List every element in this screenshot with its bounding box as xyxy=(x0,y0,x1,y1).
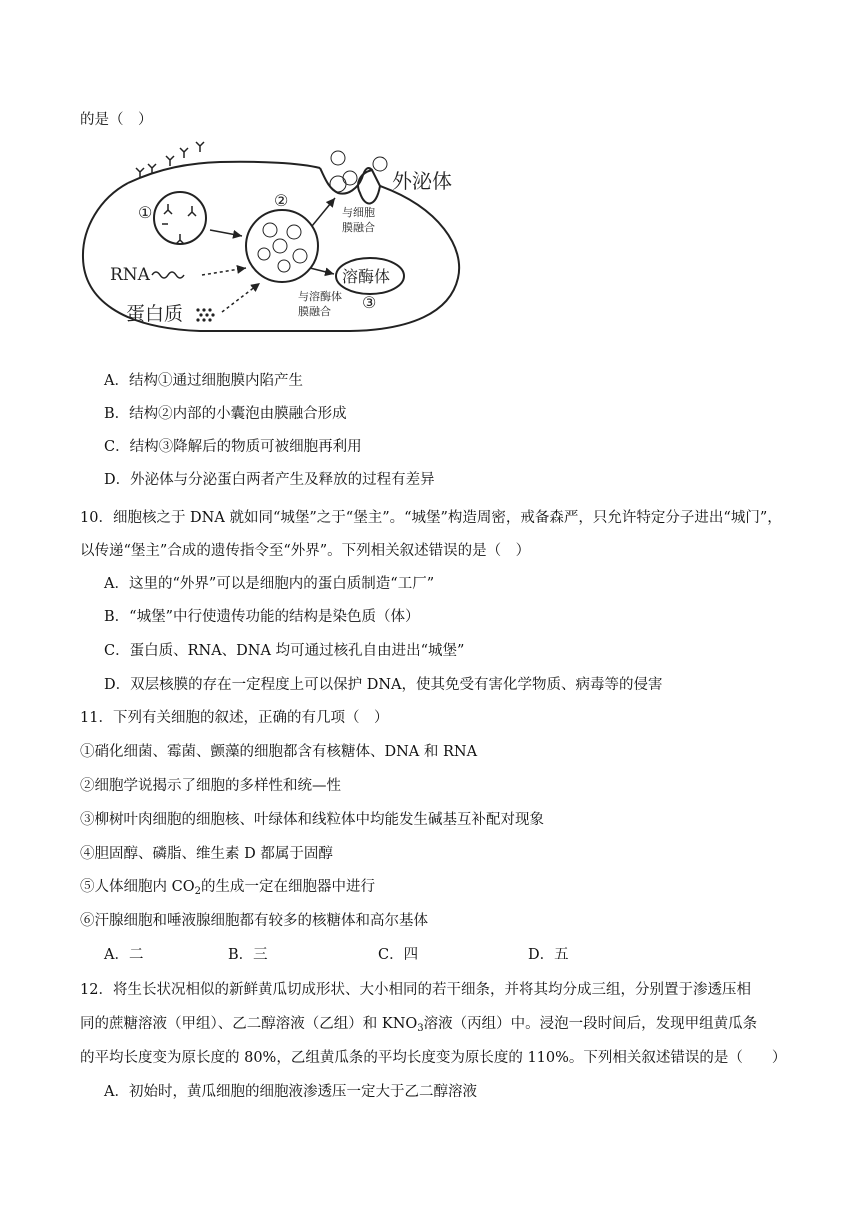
q12-option-a: A．初始时，黄瓜细胞的细胞液渗透压一定大于乙二醇溶液 xyxy=(104,1084,477,1100)
q10-stem-line-2: 以传递“堡主”合成的遗传指令至“外界”。下列相关叙述错误的是（ ） xyxy=(80,543,531,559)
label-lysosome: 溶酶体 xyxy=(342,267,391,286)
q10-option-d: D．双层核膜的存在一定程度上可以保护 DNA，使其免受有害化学物质、病毒等的侵害 xyxy=(104,677,663,693)
label-rna: RNA xyxy=(110,265,150,285)
q10-option-c: C．蛋白质、RNA、DNA 均可通过核孔自由进出“城堡” xyxy=(104,643,465,659)
q11-stem: 11．下列有关细胞的叙述，正确的有几项（ ） xyxy=(80,710,389,726)
label-structure-3: ③ xyxy=(362,293,377,312)
q11-options-row xyxy=(104,945,704,965)
q10-stem-line-1: 10．细胞核之于 DNA 就如同“城堡”之于“堡主”。“城堡”构造周密，戒备森严，只允许特定分子进出“城门”， xyxy=(80,510,782,526)
label-lysosome-fusion-2: 膜融合 xyxy=(298,305,331,318)
q9-option-c: C．结构③降解后的物质可被细胞再利用 xyxy=(104,439,362,455)
label-protein: 蛋白质 xyxy=(126,303,184,325)
cell-diagram xyxy=(80,138,480,333)
q9-option-d: D．外泌体与分泌蛋白两者产生及释放的过程有差异 xyxy=(104,472,435,488)
membrane-receptors xyxy=(136,142,204,178)
label-structure-1: ① xyxy=(138,203,153,222)
q10-option-b: B．“城堡”中行使遗传功能的结构是染色质（体） xyxy=(104,609,420,625)
q11-item-3: ③柳树叶肉细胞的细胞核、叶绿体和线粒体中均能发生碱基互补配对现象 xyxy=(80,812,544,828)
label-membrane-fusion-2: 膜融合 xyxy=(342,221,375,234)
q9-option-a: A．结构①通过细胞膜内陷产生 xyxy=(104,373,303,389)
q12-stem-line-3: 的平均长度变为原长度的 80%，乙组黄瓜条的平均长度变为原长度的 110%。下列相关叙述错误的是（ ） xyxy=(80,1050,787,1066)
label-membrane-fusion-1: 与细胞 xyxy=(342,206,375,219)
q10-option-a: A．这里的“外界”可以是细胞内的蛋白质制造“工厂” xyxy=(104,576,435,592)
q11-item-4: ④胆固醇、磷脂、维生素 D 都属于固醇 xyxy=(80,846,333,862)
q11-item-5: ⑤人体细胞内 $CO_2$的生成一定在细胞器中进行 xyxy=(80,879,375,897)
q12-stem-line-1: 12．将生长状况相似的新鲜黄瓜切成形状、大小相同的若干细条，并将其均分成三组，分别置于渗透压相 xyxy=(80,982,751,998)
q12-stem-line-2: 同的蔗糖溶液（甲组）、乙二醇溶液（乙组）和 $KNO_3$溶液（丙组）中。浸泡一段时间后，发现甲组黄瓜条 xyxy=(80,1016,758,1034)
label-lysosome-fusion-1: 与溶酶体 xyxy=(298,290,342,303)
q11-item-2: ②细胞学说揭示了细胞的多样性和统—性 xyxy=(80,778,341,794)
q11-option-c: C．四 xyxy=(378,947,419,963)
q11-item-6: ⑥汗腺细胞和唾液腺细胞都有较多的核糖体和高尔基体 xyxy=(80,913,428,929)
label-exosome: 外泌体 xyxy=(392,169,452,193)
q11-item-1: ①硝化细菌、霉菌、颤藻的细胞都含有核糖体、DNA 和 RNA xyxy=(80,744,478,760)
question-9-stem-tail: 的是（ ） xyxy=(80,112,153,128)
q11-option-b: B．三 xyxy=(228,947,268,963)
q11-option-a: A．二 xyxy=(104,947,144,963)
label-structure-2: ② xyxy=(274,191,289,210)
q11-option-d: D．五 xyxy=(528,947,569,963)
q9-option-b: B．结构②内部的小囊泡由膜融合形成 xyxy=(104,406,347,422)
